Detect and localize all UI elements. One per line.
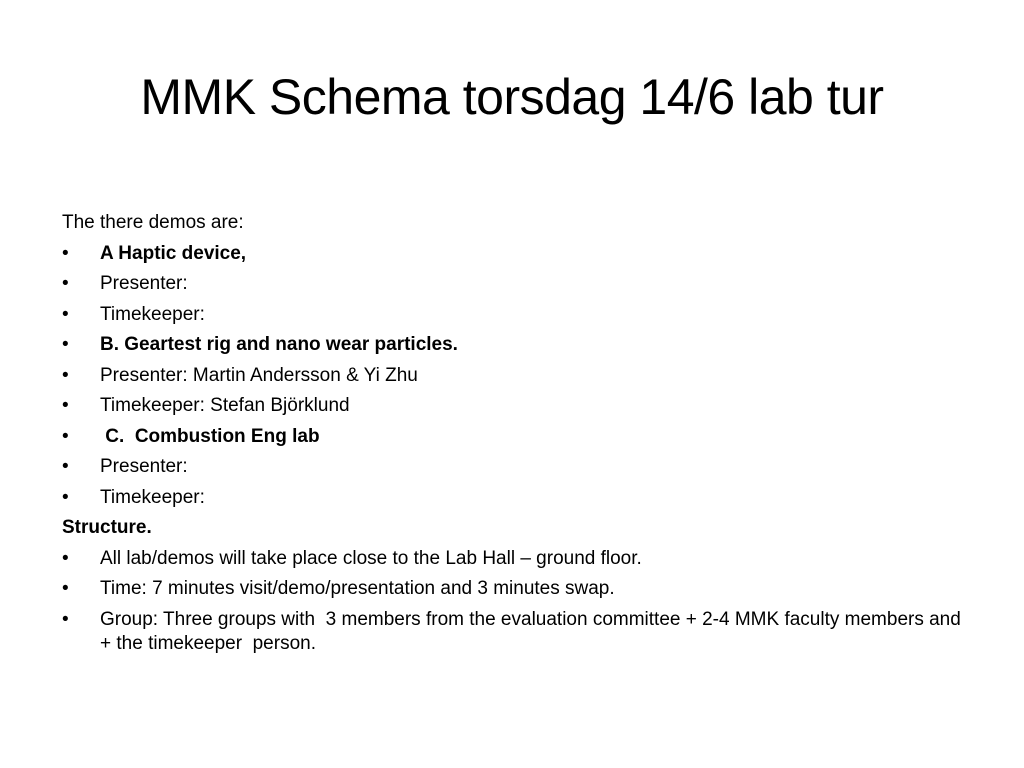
bullet-dot: • (62, 456, 69, 477)
demo-b-timekeeper: Timekeeper: Stefan Björklund (100, 395, 350, 416)
bullet-item (62, 300, 962, 331)
structure-heading: Structure. (62, 517, 152, 538)
demo-c-timekeeper: Timekeeper: (100, 486, 205, 508)
bullet-item (62, 544, 962, 575)
bullet-item (62, 239, 962, 270)
demo-b-presenter: Presenter: Martin Andersson & Yi Zhu (100, 364, 418, 386)
structure-location: All lab/demos will take place close to the Lab Hall – ground floor. (100, 547, 642, 569)
demo-a-presenter: Presenter: (100, 273, 188, 294)
bullet-item (62, 574, 962, 605)
demo-a-timekeeper: Timekeeper: (100, 303, 205, 325)
bullet-dot: • (62, 242, 69, 264)
bullet-dot: • (62, 486, 69, 508)
demo-c-presenter: Presenter: (100, 456, 188, 477)
bullet-dot: • (62, 425, 69, 447)
bullet-item (62, 452, 962, 483)
bullet-dot: • (62, 395, 69, 416)
slide-title: MMK Schema torsdag 14/6 lab tur (140, 69, 884, 125)
bullet-item (62, 483, 962, 514)
bullet-dot: • (62, 273, 69, 294)
bullet-dot: • (62, 364, 69, 386)
bullet-dot: • (62, 547, 69, 569)
bullet-dot: • (62, 578, 69, 599)
bullet-dot: • (62, 608, 69, 630)
structure-heading-line (62, 513, 962, 544)
structure-time: Time: 7 minutes visit/demo/presentation and 3 minutes swap. (100, 578, 615, 599)
bullet-dot: • (62, 303, 69, 325)
bullet-item (62, 361, 962, 392)
intro-line (62, 208, 962, 239)
demo-c-heading: C. Combustion Eng lab (100, 425, 320, 447)
structure-group: Group: Three groups with 3 members from the evaluation committee + 2-4 MMK faculty members and + the timekeeper person. (100, 608, 967, 654)
bullet-item (62, 330, 962, 361)
demo-b-heading: B. Geartest rig and nano wear particles. (100, 334, 458, 355)
bullet-item (62, 269, 962, 300)
slide-body (62, 208, 967, 659)
intro-text: The there demos are: (62, 212, 244, 233)
bullet-item (62, 422, 962, 453)
bullet-dot: • (62, 334, 69, 355)
bullet-item (62, 391, 962, 422)
demo-a-heading: A Haptic device, (100, 242, 247, 264)
bullet-item (62, 605, 967, 659)
